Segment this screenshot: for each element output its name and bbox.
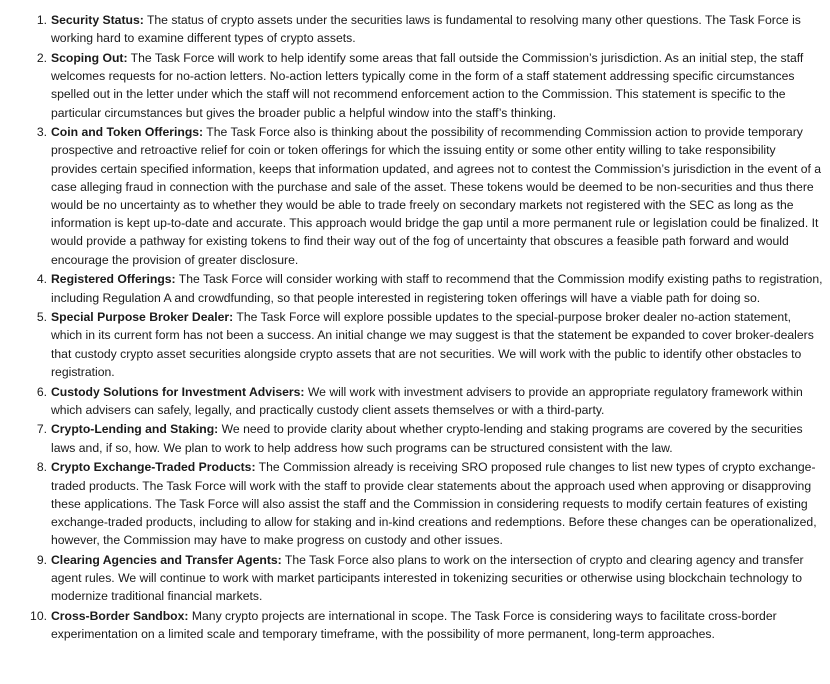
item-text: The Task Force will consider working with staff to recommend that the Commission modify existing paths to registration, including Regulation A and crowdfunding, so that people interested in registering token offerings will have a viable path for doing so.	[51, 272, 823, 305]
item-text: The Task Force will work to help identify some areas that fall outside the Commission’s jurisdiction. As an initial step, the staff welcomes requests for no-action letters. No-action letters typically come in the form of a staff statement addressing specific circumstances spelled out in the letter under which the staff will not recommend enforcement action to the Commission. This statement is specific to the particular circumstances but gives the broader public a helpful window into the staff’s thinking.	[51, 50, 804, 120]
item-number: 1.	[36, 13, 47, 27]
item-text: We need to provide clarity about whether crypto-lending and staking programs are covered by the securities laws and, if so, how. We plan to work to help address how such programs can be structured consistent with the law.	[51, 422, 803, 455]
item-title: Scoping Out:	[51, 50, 128, 65]
item-text: We will work with investment advisers to provide an appropriate regulatory framework within which advisers can safely, legally, and practically custody client assets themselves or with a third-party.	[51, 384, 803, 417]
list-item	[0, 49, 824, 122]
item-text: The Commission already is receiving SRO proposed rule changes to list new types of crypto exchange-traded products. The Task Force will work with the staff to provide clear statements about the approach used when approving or disapproving these applications. The Task Force will also assist the staff and the Commission in considering requests to modify certain features of existing exchange-traded products, including to allow for staking and in-kind creations and redemptions. Before these changes can be operationalized, however, the Commission may have to make progress on custody and other issues.	[51, 460, 817, 548]
item-number: 10.	[30, 609, 47, 623]
item-title: Clearing Agencies and Transfer Agents:	[51, 552, 282, 567]
item-title: Registered Offerings:	[51, 272, 176, 287]
item-title: Cross-Border Sandbox:	[51, 609, 189, 623]
item-title: Crypto Exchange-Traded Products:	[51, 460, 256, 475]
item-text: The Task Force also is thinking about the possibility of recommending Commission action to provide temporary prospective and retroactive relief for coin or token offerings for which the issuing entity or some other entity willing to take responsibility provides certain specified information, keeps that information updated, and agrees not to contest the Commission’s jurisdiction in the event of a case alleging fraud in connection with the purchase and sale of the asset. These tokens would be deemed to be non-securities and thus there would be no uncertainty as to whether they would be able to trade freely on secondary markets not registered with the SEC as long as the information is kept up-to-date and accurate. This approach would bridge the gap until a more permanent rule or legislation could be finalized. It would provide a pathway for existing tokens to find their way out of the fog of uncertainty that obscures a feasible path forward and would encourage the provision of greater disclosure.	[51, 125, 822, 267]
item-text: Many crypto projects are international in scope. The Task Force is considering ways to facilitate cross-border experimentation on a limited scale and temporary timeframe, with the possibility of more permanent, long-term approaches.	[51, 609, 777, 642]
item-number: 7.	[36, 422, 47, 437]
item-title: Coin and Token Offerings:	[51, 125, 204, 140]
item-text: The Task Force also plans to work on the intersection of crypto and clearing agency and transfer agent rules. We will continue to work with market participants interested in tokenizing securities or otherwise using blockchain technology to modernize traditional financial markets.	[51, 552, 804, 604]
item-title: Security Status:	[51, 13, 144, 27]
list-item	[0, 383, 824, 419]
item-number: 3.	[36, 125, 47, 140]
item-title: Custody Solutions for Investment Advisers:	[51, 384, 305, 399]
list-item	[0, 308, 824, 381]
list-item	[0, 551, 824, 606]
item-text: The status of crypto assets under the securities laws is fundamental to resolving many other questions. The Task Force is working hard to examine different types of crypto assets.	[51, 13, 801, 46]
list-item	[0, 123, 824, 269]
item-number: 8.	[36, 460, 47, 475]
list-item	[0, 458, 824, 549]
list-item	[0, 420, 824, 456]
item-text: The Task Force will explore possible updates to the special-purpose broker dealer no-action statement, which in its current form has not been a success. An initial change we may suggest is that the statement be expanded to cover broker-dealers that custody crypto asset securities alongside crypto assets that are not securities. We will work with the public to identify other obstacles to registration.	[51, 310, 814, 379]
item-number: 5.	[36, 310, 47, 325]
item-title: Crypto-Lending and Staking:	[51, 422, 219, 437]
list-item	[0, 270, 824, 306]
item-title: Special Purpose Broker Dealer:	[51, 310, 234, 325]
list-item	[0, 607, 824, 643]
item-number: 4.	[36, 272, 47, 287]
priorities-list	[0, 11, 824, 643]
item-number: 2.	[36, 50, 47, 65]
item-number: 9.	[36, 552, 47, 567]
list-item	[0, 11, 824, 47]
item-number: 6.	[36, 384, 47, 399]
